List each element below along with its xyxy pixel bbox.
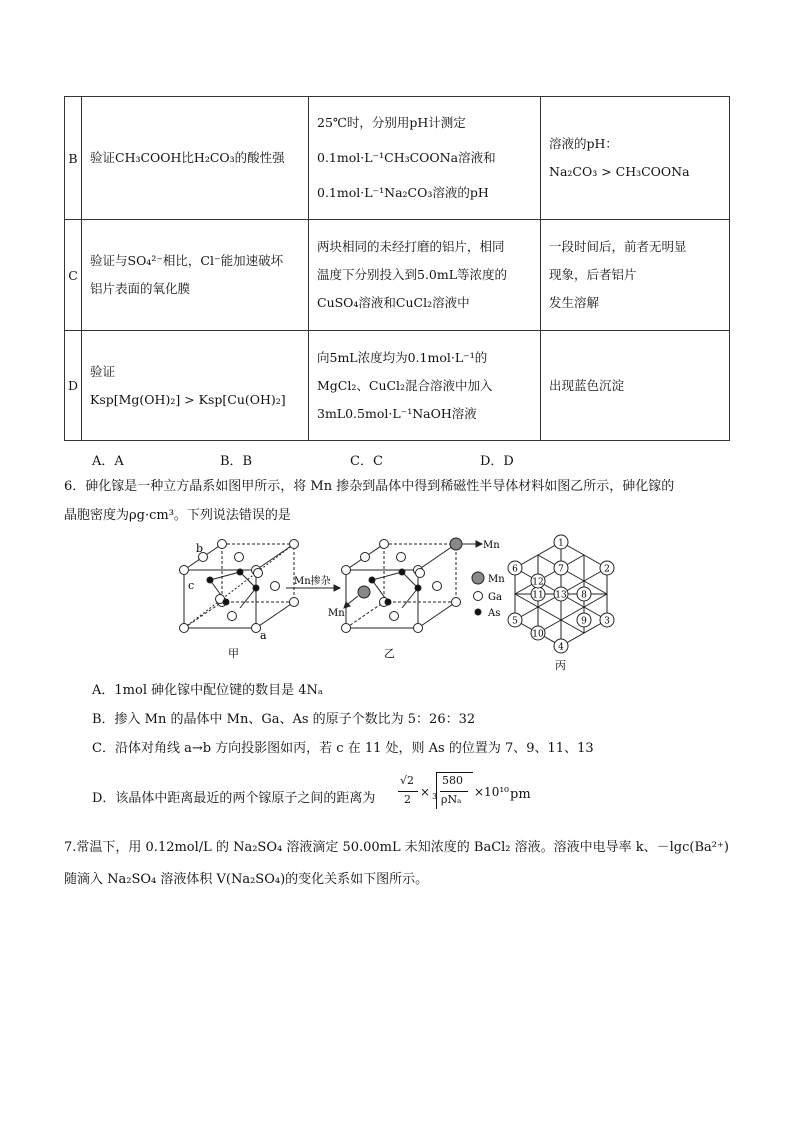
- operation-cell: 两块相同的未经打磨的铝片，相同 温度下分别投入到5.0mL等浓度的 CuSO₄溶液和CuCl₂溶液中: [309, 220, 541, 331]
- table-row: [65, 331, 730, 441]
- projection-node-label: 9: [581, 616, 587, 627]
- q6-option-c: C．沿体对角线 a→b 方向投影图如丙，若 c 在 11 处，则 As 的位置为 7、9、11、13: [92, 741, 594, 756]
- q6-option-b: B．掺入 Mn 的晶体中 Mn、Ga、As 的原子个数比为 5：26：32: [92, 712, 476, 727]
- q7-line2: 随滴入 Na₂SO₄ 溶液体积 V(Na₂SO₄)的变化关系如下图所示。: [64, 872, 429, 887]
- table-row: [65, 220, 730, 331]
- caption-yi: 乙: [384, 647, 395, 660]
- legend-mn-icon: [472, 572, 484, 584]
- row-label: D: [65, 331, 82, 441]
- phenomenon-cell: 一段时间后，前者无明显 现象，后者铝片 发生溶解: [541, 220, 730, 331]
- legend-ga: Ga: [488, 592, 502, 603]
- projection-node-label: 12: [532, 577, 544, 588]
- legend-mn: Mn: [488, 574, 505, 585]
- arrow-label: Mn掺杂: [294, 576, 331, 587]
- projection-node-label: 1: [558, 538, 564, 549]
- formula: √2 2 × 3 580 ρNₐ ×10¹⁰ pm: [396, 772, 526, 812]
- q6-stem-line1: 6．砷化镓是一种立方晶系如图甲所示，将 Mn 掺杂到晶体中得到稀磁性半导体材料如图乙所示，砷化镓的: [64, 479, 675, 494]
- projection-node-label: 13: [555, 590, 567, 601]
- row-label: B: [65, 97, 82, 220]
- projection-node-label: 3: [604, 616, 610, 627]
- row-label: C: [65, 220, 82, 331]
- label-c: c: [188, 579, 195, 592]
- projection-node-label: 4: [558, 642, 564, 653]
- mn-top-label: Mn: [483, 540, 500, 551]
- projection-node-label: 10: [532, 629, 544, 640]
- q6-stem-line2: 晶胞密度为ρg·cm³。下列说法错误的是: [64, 508, 291, 523]
- purpose-cell: 验证与SO₄²⁻相比，Cl⁻能加速破坏 铝片表面的氧化膜: [82, 220, 309, 331]
- projection-node-label: 2: [604, 564, 610, 575]
- operation-cell: 25℃时，分别用pH计测定 0.1mol·L⁻¹CH₃COONa溶液和 0.1mol·L⁻¹Na₂CO₃溶液的pH: [309, 97, 541, 220]
- option-b: B．B: [220, 454, 253, 469]
- mn-left-label: Mn: [328, 608, 345, 619]
- caption-bing: 丙: [555, 659, 566, 672]
- legend: [472, 572, 484, 615]
- phenomenon-cell: 溶液的pH： Na₂CO₃ > CH₃COONa: [541, 97, 730, 220]
- projection-node-label: 6: [512, 564, 518, 575]
- projection-node-label: 5: [512, 616, 518, 627]
- phenomenon-cell: 出现蓝色沉淀: [541, 331, 730, 441]
- legend-as: As: [488, 608, 501, 619]
- option-a: A．A: [92, 454, 124, 469]
- operation-cell: 向5mL浓度均为0.1mol·L⁻¹的 MgCl₂、CuCl₂混合溶液中加入 3mL0.5mol·L⁻¹NaOH溶液: [309, 331, 541, 441]
- crystal-figure: [170, 532, 640, 674]
- q6-option-a: A．1mol 砷化镓中配位键的数目是 4Nₐ: [92, 683, 323, 698]
- option-d: D．D: [480, 454, 514, 469]
- purpose-cell: 验证 Ksp[Mg(OH)₂] > Ksp[Cu(OH)₂]: [82, 331, 309, 441]
- experiment-table: [64, 96, 730, 441]
- projection-node-label: 7: [558, 564, 564, 575]
- label-b: b: [196, 542, 204, 555]
- projection-node-label: 11: [532, 590, 544, 601]
- purpose-cell: 验证CH₃COOH比H₂CO₃的酸性强: [82, 97, 309, 220]
- projection-node-label: 8: [581, 590, 587, 601]
- legend-as-icon: [475, 609, 481, 615]
- caption-jia: 甲: [228, 647, 239, 660]
- q7-line1: 7.常温下，用 0.12mol/L 的 Na₂SO₄ 溶液滴定 50.00mL 未知浓度的 BaCl₂ 溶液。溶液中电导率 k、－lgc(Ba²⁺): [64, 840, 729, 855]
- label-a: a: [260, 629, 267, 642]
- option-c: C．C: [350, 454, 383, 469]
- table-row: [65, 97, 730, 220]
- legend-ga-icon: [474, 592, 483, 601]
